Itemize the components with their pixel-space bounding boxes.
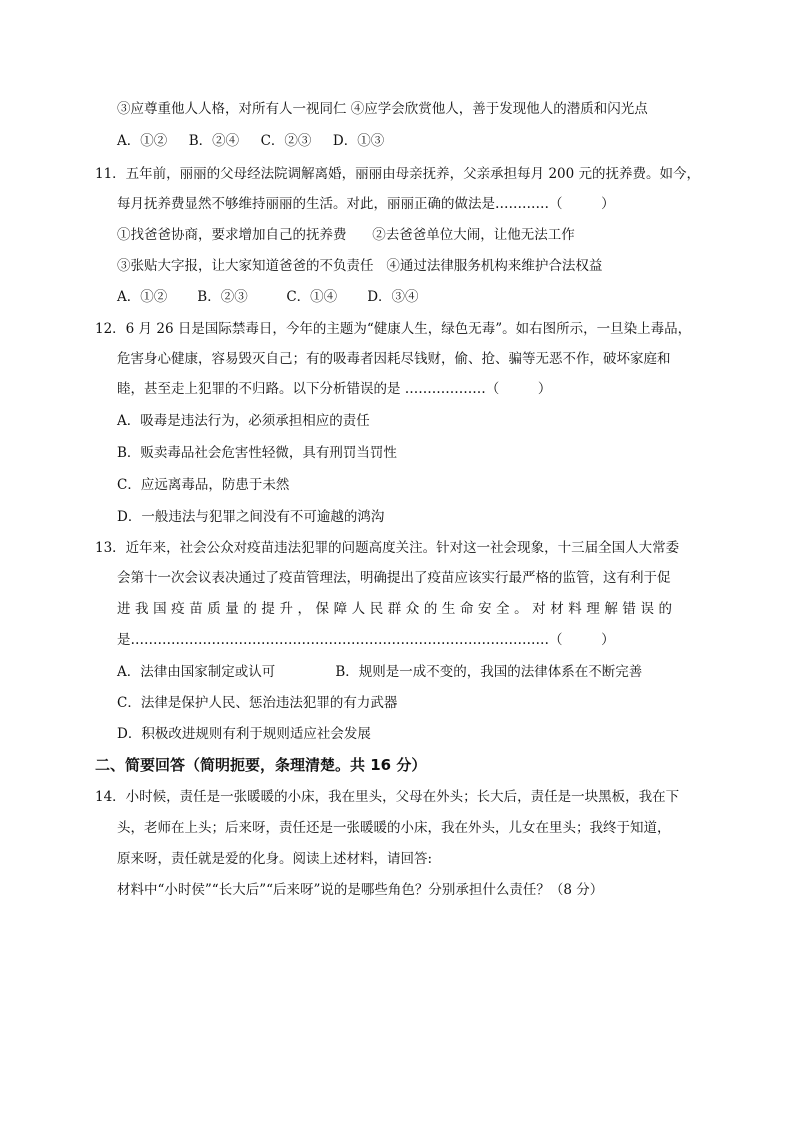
- q13-stem-line-3: 进我国疫苗质量的提升，保障人民群众的生命安全。对材料理解错误的: [117, 601, 672, 617]
- q14-stem-line-1: 14．小时候，责任是一张暖暖的小床，我在里头，父母在外头；长大后，责任是一块黑板，我在下: [95, 789, 680, 805]
- q12-stem-line-3: 睦，甚至走上犯罪的不归路。以下分析错误的是 ………………（ ）: [117, 381, 552, 397]
- q13-stem-line-1: 13．近年来，社会公众对疫苗违法犯罪的问题高度关注。针对这一社会现象，十三届全国人大常委: [95, 540, 680, 556]
- q14-question: 材料中“小时侯”“长大后”“后来呀”说的是哪些角色？分别承担什么责任？（8 分）: [117, 882, 604, 898]
- q12-option-c: C．应远离毒品，防患于未然: [117, 477, 290, 493]
- q14-stem-line-2: 头，老师在上头；后来呀，责任还是一张暖暖的小床，我在外头，儿女在里头；我终于知道，: [117, 820, 671, 836]
- q13-stem-line-2: 会第十一次会议表决通过了疫苗管理法，明确提出了疫苗应该实行最严格的监管，这有利于促: [117, 570, 671, 586]
- q12-option-a: A．吸毒是违法行为，必须承担相应的责任: [117, 413, 370, 429]
- q12-option-b: B．贩卖毒品社会危害性轻微，具有刑罚当罚性: [117, 445, 397, 461]
- q13-option-d: D．积极改进规则有利于规则适应社会发展: [117, 726, 371, 742]
- q11-stem-line-1: 11．五年前，丽丽的父母经法院调解离婚，丽丽由母亲抚养，父亲承担每月 200 元的抚养费。如今，: [95, 166, 701, 182]
- q11-stem-line-2: 每月抚养费显然不够维持丽丽的生活。对此，丽丽正确的做法是…………（ ）: [117, 196, 615, 212]
- section-2-heading: 二、简要回答（简明扼要，条理清楚。共 16 分）: [95, 756, 427, 774]
- q13-option-a-b: A．法律由国家制定或认可 B．规则是一成不变的，我国的法律体系在不断完善: [117, 664, 643, 680]
- q12-option-d: D．一般违法与犯罪之间没有不可逾越的鸿沟: [117, 509, 385, 525]
- q14-stem-line-3: 原来呀，责任就是爱的化身。阅读上述材料，请回答:: [117, 851, 433, 867]
- q12-stem-line-2: 危害身心健康，容易毁灭自己；有的吸毒者因耗尽钱财，偷、抢、骗等无恶不作，破坏家庭和: [117, 351, 671, 367]
- q11-option-1-2: ①找爸爸协商，要求增加自己的抚养费 ②去爸爸单位大闹，让他无法工作: [117, 227, 575, 243]
- q10-choices: A．①② B．②④ C．②③ D．①③: [117, 133, 385, 149]
- q11-option-3-4: ③张贴大字报，让大家知道爸爸的不负责任 ④通过法律服务机构来维护合法权益: [117, 258, 603, 274]
- q13-stem-line-4: 是…………………………………………………………………………………（ ）: [117, 632, 615, 648]
- q10-option-3-4: ③应尊重他人人格，对所有人一视同仁 ④应学会欣赏他人，善于发现他人的潜质和闪光点: [117, 101, 648, 117]
- q11-choices: A．①② B．②③ C．①④ D．③④: [117, 289, 419, 305]
- q13-option-c: C．法律是保护人民、惩治违法犯罪的有力武器: [117, 695, 398, 711]
- q12-stem-line-1: 12．6 月 26 日是国际禁毒日，今年的主题为“健康人生，绿色无毒”。如右图所示，一旦染上毒品，: [95, 321, 692, 337]
